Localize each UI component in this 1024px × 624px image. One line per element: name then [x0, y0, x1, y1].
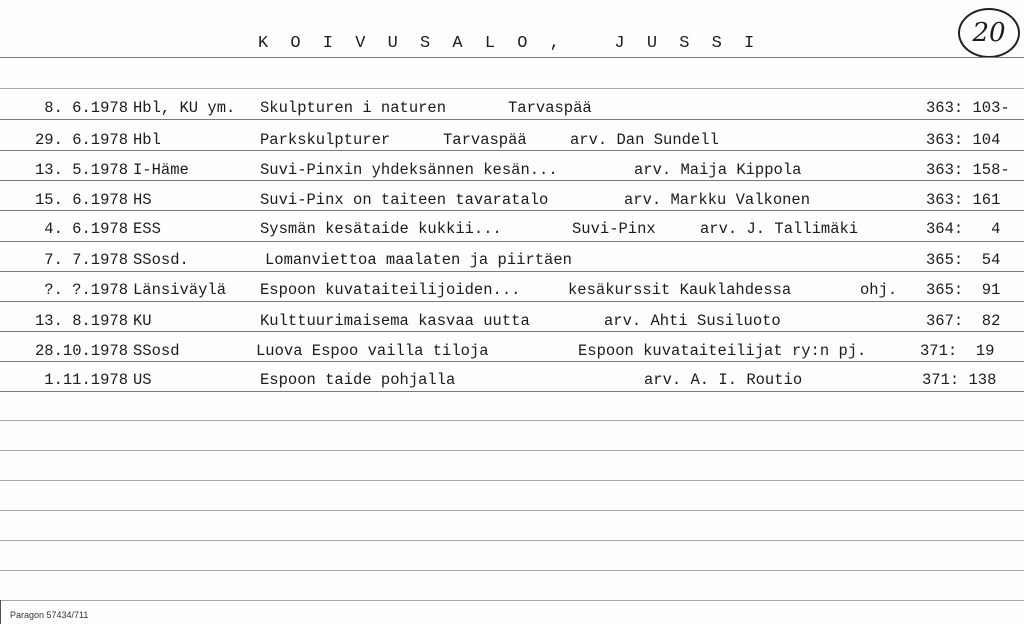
header-rule — [0, 57, 1024, 58]
rule — [0, 600, 1024, 601]
entry-row: 8. 6.1978 Hbl, KU ym. Skulpturen i naturen Tarvaspää 363: 103- — [44, 99, 1010, 117]
entry-row: 29. 6.1978 Hbl Parkskulpturer Tarvaspää arv. Dan Sundell 363: 104 — [34, 131, 1001, 149]
rule — [0, 331, 1024, 332]
rule — [0, 570, 1024, 571]
card-edge — [0, 600, 1, 624]
rule — [0, 540, 1024, 541]
entry-row: 13. 8.1978 KU Kulttuurimaisema kasvaa uutta arv. Ahti Susiluoto 367: 82 — [34, 312, 1001, 330]
entry-row: 7. 7.1978 SSosd. Lomanviettoa maalaten ja piirtäen 365: 54 — [44, 251, 1001, 269]
rule — [0, 450, 1024, 451]
card-number-badge: 20 — [958, 8, 1020, 58]
card-title: K O I V U S A L O , J U S S I — [258, 34, 761, 53]
rule — [0, 241, 1024, 242]
rule — [0, 271, 1024, 272]
entry-row: 13. 5.1978 I-Häme Suvi-Pinxin yhdeksännen kesän... arv. Maija Kippola 363: 158- — [34, 161, 1010, 179]
entry-row: 1.11.1978 US Espoon taide pohjalla arv. A. I. Routio 371: 138 — [44, 371, 997, 389]
rule — [0, 480, 1024, 481]
printer-imprint: Paragon 57434/711 — [10, 610, 89, 620]
rule — [0, 150, 1024, 151]
rule — [0, 391, 1024, 392]
rule — [0, 301, 1024, 302]
rule — [0, 88, 1024, 89]
rule — [0, 510, 1024, 511]
rule — [0, 119, 1024, 120]
entry-row: 15. 6.1978 HS Suvi-Pinx on taiteen tavaratalo arv. Markku Valkonen 363: 161 — [34, 191, 1001, 209]
entry-row: 28.10.1978 SSosd Luova Espoo vailla tiloja Espoon kuvataiteilijat ry:n pj. 371: 19 — [34, 342, 995, 360]
rule — [0, 361, 1024, 362]
entry-row: ?. ?.1978 Länsiväylä Espoon kuvataiteilijoiden... kesäkurssit Kauklahdessa ohj. 365: 91 — [44, 281, 1001, 299]
rule — [0, 180, 1024, 181]
rule — [0, 210, 1024, 211]
rule — [0, 420, 1024, 421]
entry-row: 4. 6.1978 ESS Sysmän kesätaide kukkii... Suvi-Pinx arv. J. Tallimäki 364: 4 — [44, 220, 1001, 238]
